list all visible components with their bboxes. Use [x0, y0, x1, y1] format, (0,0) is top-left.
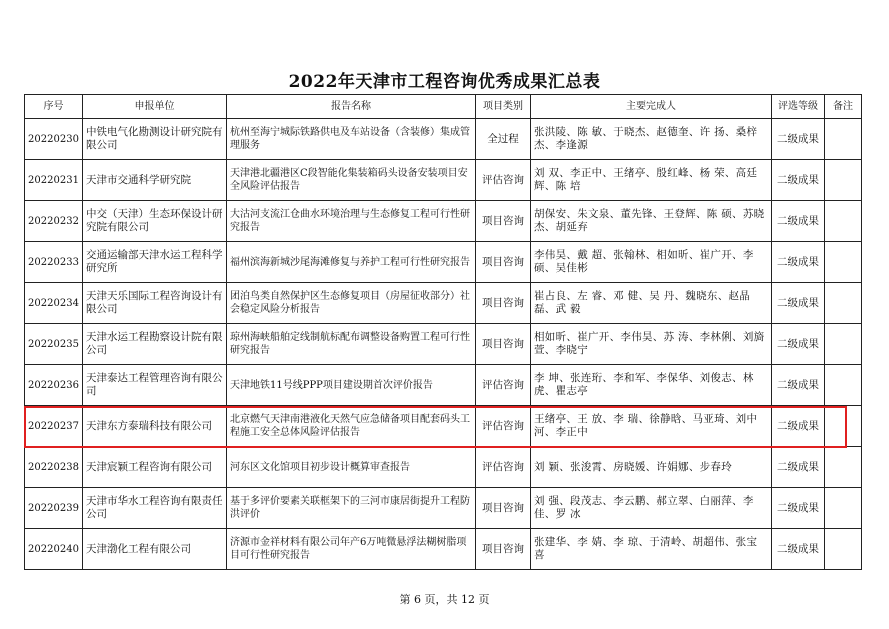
table-header-row: [25, 95, 862, 119]
cell-grade: 二级成果: [772, 324, 825, 365]
cell-grade: 二级成果: [772, 529, 825, 570]
cell-people: 李伟昊、戴 超、张翰林、相如昕、崔广开、李 硕、吴佳彬: [531, 242, 772, 283]
cell-grade: 二级成果: [772, 160, 825, 201]
table-row: [25, 324, 862, 365]
cell-category: 评估咨询: [476, 365, 531, 406]
cell-report-name: 河东区文化馆项目初步设计概算审查报告: [227, 447, 476, 488]
page-footer: 第 6 页，共 12 页: [399, 593, 490, 606]
cell-note: [825, 529, 862, 570]
cell-people: 胡保安、朱文泉、董先锋、王登辉、陈 硕、苏晓杰、胡延弃: [531, 201, 772, 242]
table-row: [25, 365, 862, 406]
table-row: [25, 119, 862, 160]
cell-category: 项目咨询: [476, 201, 531, 242]
cell-note: [825, 324, 862, 365]
cell-no: 20220236: [25, 365, 83, 406]
cell-unit: 天津宸颖工程咨询有限公司: [83, 447, 227, 488]
cell-category: 项目咨询: [476, 242, 531, 283]
cell-unit: 天津市交通科学研究院: [83, 160, 227, 201]
cell-unit: 中交（天津）生态环保设计研究院有限公司: [83, 201, 227, 242]
cell-no: 20220239: [25, 488, 83, 529]
cell-no: 20220238: [25, 447, 83, 488]
cell-people: 李 坤、张连珩、李和军、李保华、刘俊志、林 虎、瞿志亭: [531, 365, 772, 406]
cell-category: 评估咨询: [476, 406, 531, 447]
cell-no: 20220235: [25, 324, 83, 365]
table-row: [25, 488, 862, 529]
cell-grade: 二级成果: [772, 488, 825, 529]
cell-report-name: 天津港北疆港区C段智能化集装箱码头设备安装项目安全风险评估报告: [227, 160, 476, 201]
cell-unit: 天津东方泰瑞科技有限公司: [83, 406, 227, 447]
table-row: [25, 447, 862, 488]
cell-report-name: 基于多评价要素关联框架下的三河市康居街提升工程防洪评价: [227, 488, 476, 529]
cell-grade: 二级成果: [772, 201, 825, 242]
cell-unit: 天津天乐国际工程咨询设计有限公司: [83, 283, 227, 324]
cell-grade: 二级成果: [772, 447, 825, 488]
table-row: [25, 201, 862, 242]
table-row: [25, 529, 862, 570]
cell-people: 张洪陵、陈 敏、于晓杰、赵德奎、许 扬、桑梓杰、李逢源: [531, 119, 772, 160]
cell-unit: 天津市华水工程咨询有限责任公司: [83, 488, 227, 529]
cell-grade: 二级成果: [772, 283, 825, 324]
cell-category: 项目咨询: [476, 283, 531, 324]
cell-report-name: 天津地铁11号线PPP项目建设期首次评价报告: [227, 365, 476, 406]
cell-report-name: 杭州至海宁城际铁路供电及车站设备（含装修）集成管理服务: [227, 119, 476, 160]
cell-grade: 二级成果: [772, 406, 825, 447]
cell-category: 项目咨询: [476, 529, 531, 570]
cell-category: 评估咨询: [476, 160, 531, 201]
cell-unit: 天津渤化工程有限公司: [83, 529, 227, 570]
cell-report-name: 福州滨海新城沙尾海滩修复与养护工程可行性研究报告: [227, 242, 476, 283]
cell-no: 20220233: [25, 242, 83, 283]
cell-no: 20220240: [25, 529, 83, 570]
cell-category: 全过程: [476, 119, 531, 160]
table-row: [25, 283, 862, 324]
cell-people: 崔占良、左 睿、邓 健、吴 丹、魏晓东、赵晶磊、武 毅: [531, 283, 772, 324]
header-note: 备注: [825, 95, 862, 119]
cell-grade: 二级成果: [772, 119, 825, 160]
cell-people: 张建华、李 婧、李 琼、于清岭、胡超伟、张宝喜: [531, 529, 772, 570]
table-row-highlighted: [25, 406, 862, 447]
cell-category: 项目咨询: [476, 488, 531, 529]
cell-people: 王绪亭、王 放、李 瑞、徐静晗、马亚琦、刘中河、李正中: [531, 406, 772, 447]
cell-grade: 二级成果: [772, 242, 825, 283]
cell-unit: 交通运输部天津水运工程科学研究所: [83, 242, 227, 283]
header-category: 项目类别: [476, 95, 531, 119]
cell-category: 项目咨询: [476, 324, 531, 365]
cell-report-name: 大沽河支流江仓曲水环境治理与生态修复工程可行性研究报告: [227, 201, 476, 242]
cell-note: [825, 242, 862, 283]
table-row: [25, 242, 862, 283]
header-grade: 评选等级: [772, 95, 825, 119]
cell-report-name: 北京燃气天津南港液化天然气应急储备项目配套码头工程施工安全总体风险评估报告: [227, 406, 476, 447]
cell-category: 评估咨询: [476, 447, 531, 488]
table-row: [25, 160, 862, 201]
cell-no: 20220234: [25, 283, 83, 324]
cell-report-name: 琼州海峡船舶定线制航标配布调整设备购置工程可行性研究报告: [227, 324, 476, 365]
header-unit: 申报单位: [83, 95, 227, 119]
cell-people: 刘 双、李正中、王绪亭、殷红峰、杨 荣、高廷辉、陈 培: [531, 160, 772, 201]
cell-note: [825, 160, 862, 201]
cell-no: 20220237: [25, 406, 83, 447]
cell-note: [825, 447, 862, 488]
cell-note: [825, 283, 862, 324]
cell-people: 刘 颖、张浚霄、房晓媛、许娟娜、步春玲: [531, 447, 772, 488]
cell-unit: 中铁电气化勘测设计研究院有限公司: [83, 119, 227, 160]
cell-note: [825, 119, 862, 160]
cell-note: [825, 365, 862, 406]
cell-unit: 天津泰达工程管理咨询有限公司: [83, 365, 227, 406]
cell-grade: 二级成果: [772, 365, 825, 406]
header-report-name: 报告名称: [227, 95, 476, 119]
results-table: [24, 94, 862, 570]
cell-no: 20220232: [25, 201, 83, 242]
page-title: 2022年天津市工程咨询优秀成果汇总表: [288, 72, 601, 92]
cell-people: 相如昕、崔广开、李伟昊、苏 涛、李林俐、刘旖萱、李晓宁: [531, 324, 772, 365]
header-people: 主要完成人: [531, 95, 772, 119]
cell-people: 刘 强、段茂志、李云鹏、郝立翠、白丽萍、李 佳、罗 冰: [531, 488, 772, 529]
cell-note: [825, 406, 862, 447]
cell-no: 20220230: [25, 119, 83, 160]
cell-report-name: 团泊鸟类自然保护区生态修复项目（房屋征收部分）社会稳定风险分析报告: [227, 283, 476, 324]
header-no: 序号: [25, 95, 83, 119]
cell-note: [825, 201, 862, 242]
cell-report-name: 济源市金祥材料有限公司年产6万吨微悬浮法糊树脂项目可行性研究报告: [227, 529, 476, 570]
cell-note: [825, 488, 862, 529]
cell-unit: 天津水运工程勘察设计院有限公司: [83, 324, 227, 365]
cell-no: 20220231: [25, 160, 83, 201]
